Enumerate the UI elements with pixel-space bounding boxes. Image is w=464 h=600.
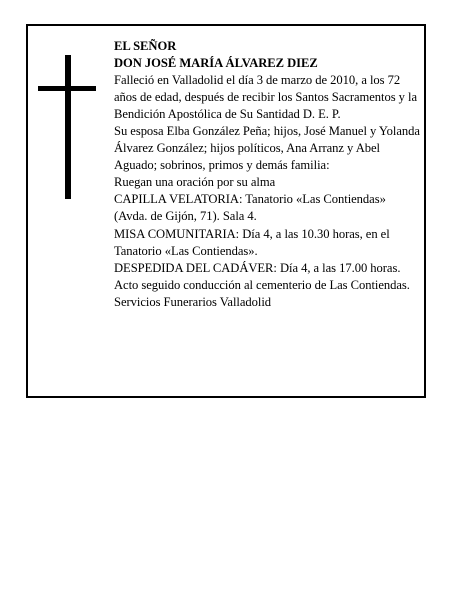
notice-heading: EL SEÑOR [114, 39, 177, 53]
cross-horizontal-bar [38, 86, 96, 91]
funeral-service-provider: Servicios Funerarios Valladolid [114, 294, 272, 309]
deceased-name: DON JOSÉ MARÍA ÁLVAREZ DIEZ [114, 56, 318, 71]
farewell-details: DESPEDIDA DEL CADÁVER: Día 4, a las 17.00 horas. Acto seguido conducción al cementerio de Las Contiendas. [114, 260, 410, 292]
obituary-notice [26, 24, 426, 398]
family-list: Su esposa Elba González Peña; hijos, José Manuel y Yolanda Álvarez González; hijos políticos, Ana Arranz y Abel Aguado; sobrinos, primos y demás familia: [114, 124, 420, 173]
prayer-request: Ruegan una oración por su alma [114, 175, 276, 190]
mass-details: MISA COMUNITARIA: Día 4, a las 10.30 horas, en el Tanatorio «Las Contiendas». [114, 226, 390, 258]
death-announcement: Falleció en Valladolid el día 3 de marzo de 2010, a los 72 años de edad, después de recibir los Santos Sacramentos y la Bendición Apostólica de Su Santidad D. E. P. [114, 73, 418, 122]
cross-icon [38, 55, 96, 199]
wake-details: CAPILLA VELATORIA: Tanatorio «Las Contiendas» (Avda. de Gijón, 71). Sala 4. [114, 192, 386, 224]
cross-vertical-bar [65, 55, 71, 199]
notice-text [114, 38, 422, 311]
